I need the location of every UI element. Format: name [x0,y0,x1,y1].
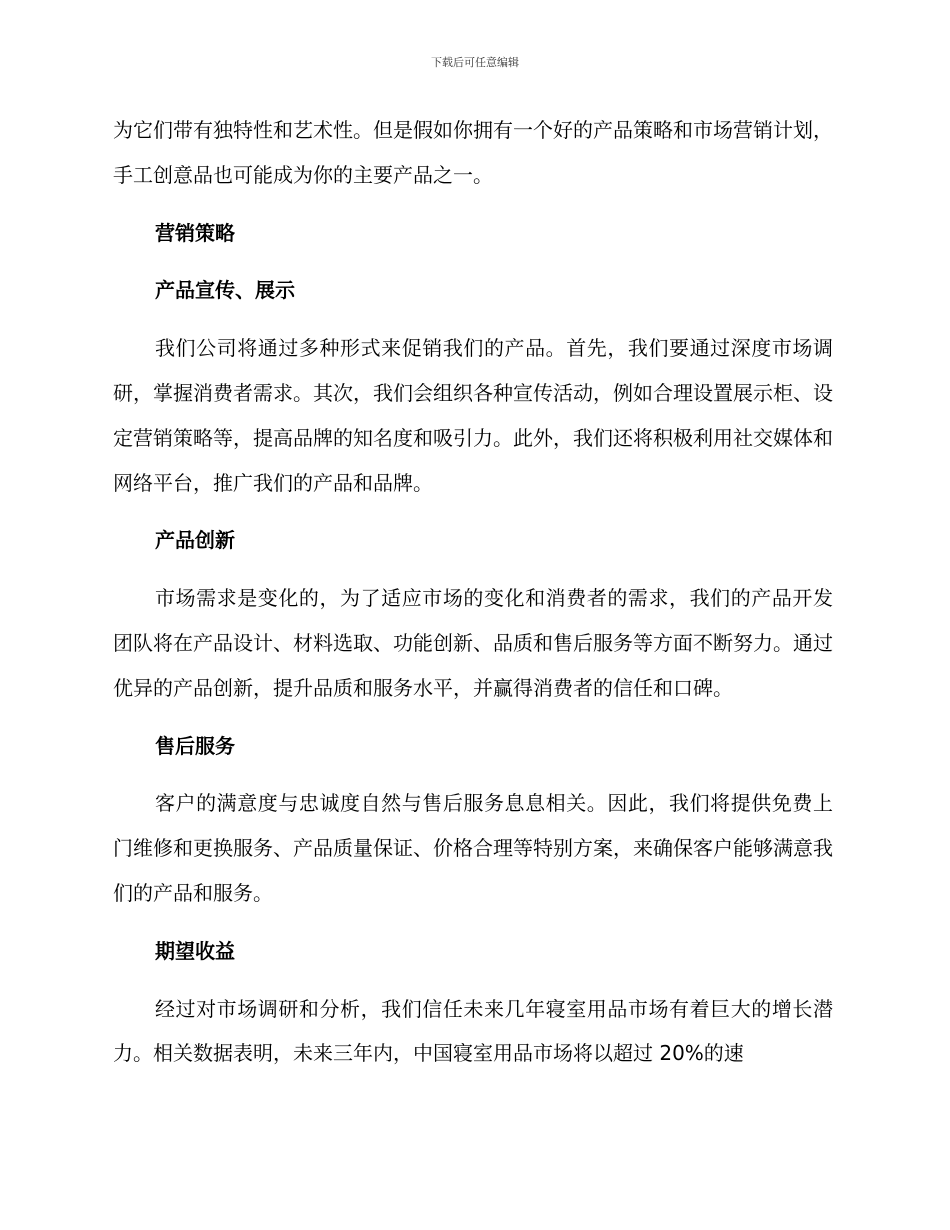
paragraph-product-innovation: 市场需求是变化的，为了适应市场的变化和消费者的需求，我们的产品开发团队将在产品设计、材料选取、功能创新、品质和售后服务等方面不断努力。通过优异的产品创新，提升品质和服务水平，并赢得消费者的信任和口碑。 [113,586,833,700]
paragraph-after-sales-service: 客户的满意度与忠诚度自然与售后服务息息相关。因此，我们将提供免费上门维修和更换服务、产品质量保证、价格合理等特别方案，来确保客户能够满意我们的产品和服务。 [113,791,833,905]
heading-marketing-strategy: 营销策略 [155,220,235,245]
heading-product-innovation: 产品创新 [155,528,235,553]
heading-expected-revenue: 期望收益 [155,938,235,963]
heading-product-promotion: 产品宣传、展示 [155,278,295,303]
paragraph-expected-revenue: 经过对市场调研和分析，我们信任未来几年寝室用品市场有着巨大的增长潜力。相关数据表明，未来三年内，中国寝室用品市场将以超过 20%的速 [113,996,833,1066]
paragraph-product-promotion: 我们公司将通过多种形式来促销我们的产品。首先，我们要通过深度市场调研，掌握消费者需求。其次，我们会组织各种宣传活动，例如合理设置展示柜、设定营销策略等，提高品牌的知名度和吸引力。此外，我们还将积极利用社交媒体和网络平台，推广我们的产品和品牌。 [113,336,833,495]
heading-after-sales-service: 售后服务 [155,733,235,758]
paragraph-intro-continuation: 为它们带有独特性和艺术性。但是假如你拥有一个好的产品策略和市场营销计划，手工创意品也可能成为你的主要产品之一。 [113,118,833,187]
page-header: 下载后可任意编辑 [431,56,519,69]
document-body [113,108,833,1089]
